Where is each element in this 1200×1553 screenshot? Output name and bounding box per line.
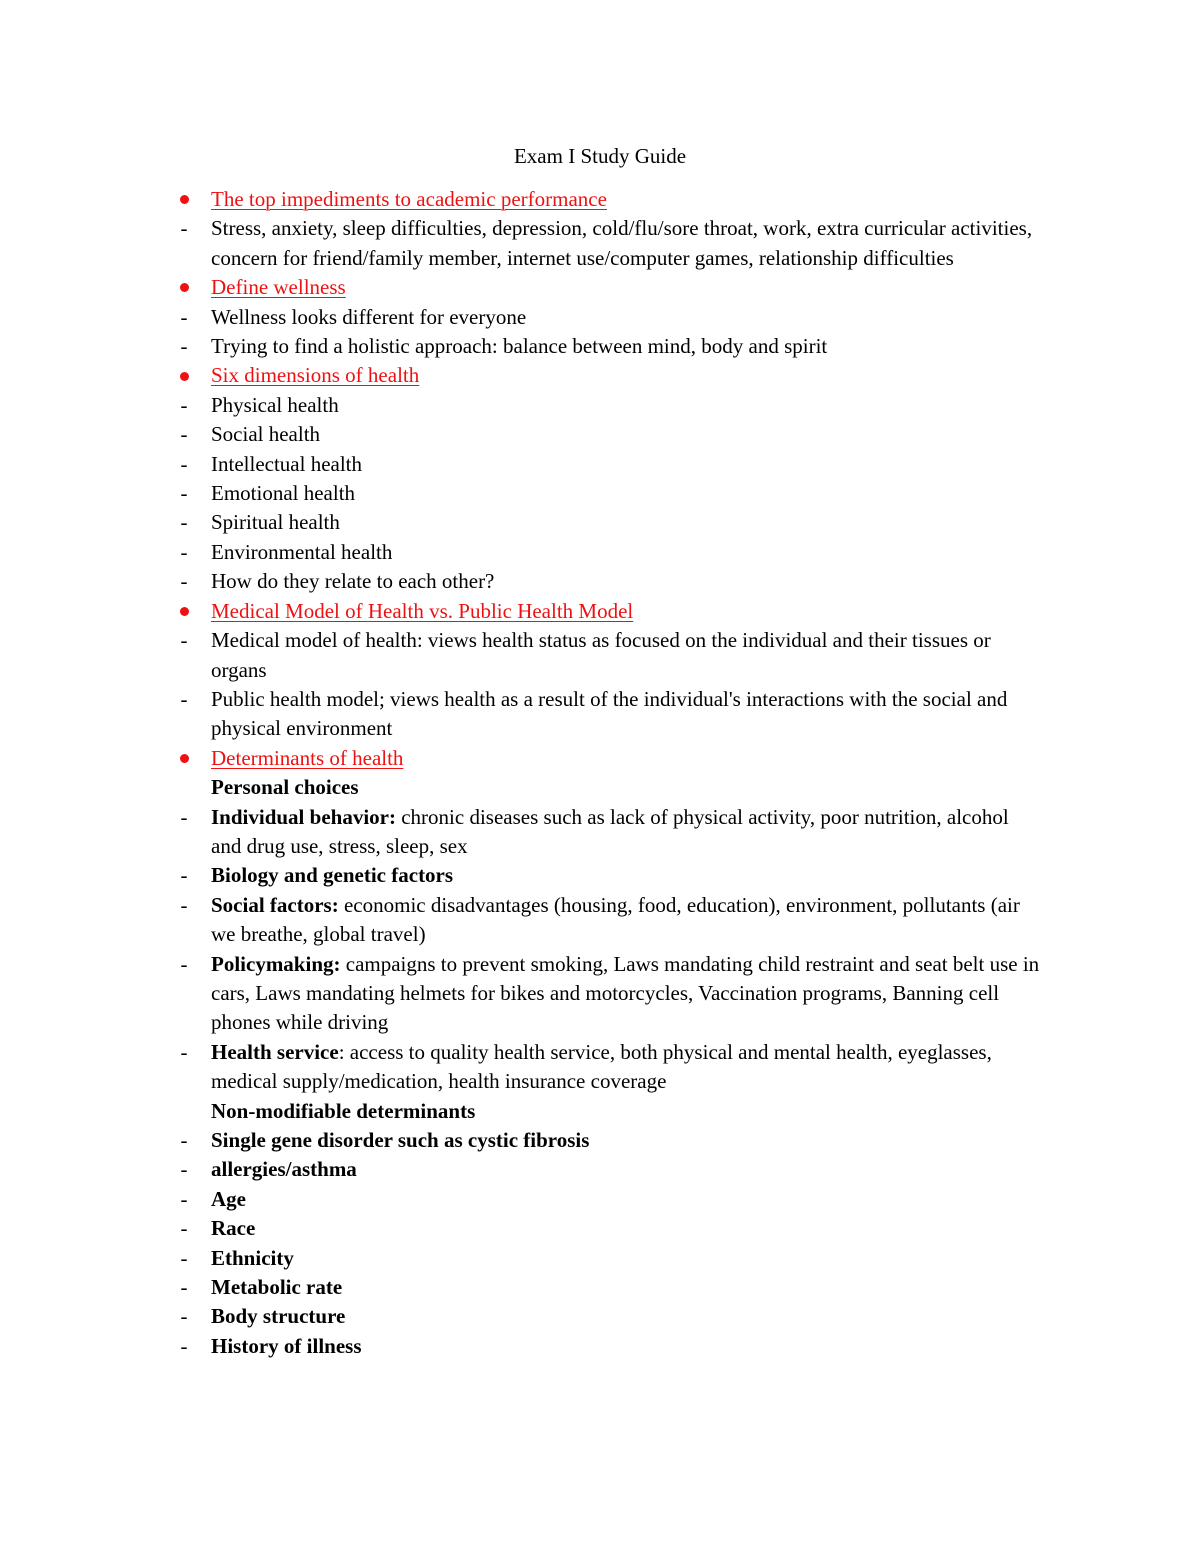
list-item: - Environmental health bbox=[0, 538, 1200, 567]
list-item: - Race bbox=[0, 1214, 1200, 1243]
section-heading: Determinants of health bbox=[0, 744, 1200, 773]
dash-icon: - bbox=[180, 304, 188, 329]
section-heading: Define wellness bbox=[0, 273, 1200, 302]
list-item: - Wellness looks different for everyone bbox=[0, 303, 1200, 332]
section-heading: The top impediments to academic performance bbox=[0, 185, 1200, 214]
study-guide-content bbox=[0, 185, 1200, 1361]
subheading-non-modifiable: Non-modifiable determinants bbox=[211, 1098, 476, 1123]
dash-icon: - bbox=[180, 1333, 188, 1358]
page-title: Exam I Study Guide bbox=[513, 144, 687, 168]
dash-icon: - bbox=[180, 628, 188, 653]
subheading-personal-choices: Personal choices bbox=[211, 775, 359, 800]
list-item: - Ethnicity bbox=[0, 1244, 1200, 1273]
dash-icon: - bbox=[180, 686, 188, 711]
list-item: - Medical model of health: views health status as focused on the individual and their tissues or organs bbox=[0, 626, 1200, 685]
dash-icon: - bbox=[180, 422, 188, 447]
list-item: - Spiritual health bbox=[0, 508, 1200, 537]
list-item: - History of illness bbox=[0, 1332, 1200, 1361]
section-heading: Six dimensions of health bbox=[0, 361, 1200, 390]
red-bullet-icon bbox=[172, 273, 196, 302]
dash-icon: - bbox=[180, 951, 188, 976]
dash-icon: - bbox=[180, 1186, 188, 1211]
dash-icon: - bbox=[180, 481, 188, 506]
list-item: - Policymaking: campaigns to prevent smoking, Laws mandating child restraint and seat belt use in cars, Laws mandating helmets for bikes and motorcycles, Vaccination programs, Banning cell phones while driving bbox=[0, 950, 1200, 1038]
dash-icon: - bbox=[180, 1216, 188, 1241]
dash-icon: - bbox=[180, 510, 188, 535]
dash-icon: - bbox=[180, 451, 188, 476]
list-item: - Emotional health bbox=[0, 479, 1200, 508]
dash-icon: - bbox=[180, 1304, 188, 1329]
list-item: - Physical health bbox=[0, 391, 1200, 420]
dash-icon: - bbox=[180, 1128, 188, 1152]
list-item: - Trying to find a holistic approach: balance between mind, body and spirit bbox=[0, 332, 1200, 361]
dash-icon: - bbox=[180, 1275, 188, 1300]
dash-icon: - bbox=[180, 216, 188, 241]
list-item: - Stress, anxiety, sleep difficulties, depression, cold/flu/sore throat, work, extra curricular activities, concern for friend/family member, internet use/computer games, relationship difficulties bbox=[0, 214, 1200, 273]
list-item: - Intellectual health bbox=[0, 450, 1200, 479]
list-item: - Biology and genetic factors bbox=[0, 861, 1200, 890]
red-bullet-icon bbox=[172, 597, 196, 626]
dash-icon: - bbox=[180, 334, 188, 359]
dash-icon: - bbox=[180, 1245, 188, 1270]
list-item: - Body structure bbox=[0, 1302, 1200, 1331]
list-item: - Public health model; views health as a result of the individual's interactions with the social and physical environment bbox=[0, 685, 1200, 744]
list-item: - Metabolic rate bbox=[0, 1273, 1200, 1302]
list-item: - Age bbox=[0, 1185, 1200, 1214]
dash-icon: - bbox=[180, 892, 188, 917]
dash-icon: - bbox=[180, 539, 188, 564]
section-heading: Medical Model of Health vs. Public Health Model bbox=[0, 597, 1200, 626]
red-bullet-icon bbox=[172, 361, 196, 390]
list-item: - How do they relate to each other? bbox=[0, 567, 1200, 596]
list-item: - Social factors: economic disadvantages (housing, food, education), environment, pollutants (air we breathe, global travel) bbox=[0, 891, 1200, 950]
dash-icon: - bbox=[180, 392, 188, 417]
red-bullet-icon bbox=[172, 744, 196, 773]
dash-icon: - bbox=[180, 1157, 188, 1182]
list-item: - Health service: access to quality health service, both physical and mental health, eyeglasses, medical supply/medication, health insurance coverage bbox=[0, 1038, 1200, 1097]
list-item: - Individual behavior: chronic diseases such as lack of physical activity, poor nutrition, alcohol and drug use, stress, sleep, sex bbox=[0, 803, 1200, 862]
list-item: - Single gene disorder such as cystic fibrosis bbox=[0, 1126, 1200, 1155]
dash-icon: - bbox=[180, 804, 188, 829]
dash-icon: - bbox=[180, 569, 188, 594]
list-item: - Social health bbox=[0, 420, 1200, 449]
list-item: - allergies/asthma bbox=[0, 1155, 1200, 1184]
dash-icon: - bbox=[180, 1039, 188, 1064]
dash-icon: - bbox=[180, 863, 188, 888]
red-bullet-icon bbox=[172, 185, 196, 214]
